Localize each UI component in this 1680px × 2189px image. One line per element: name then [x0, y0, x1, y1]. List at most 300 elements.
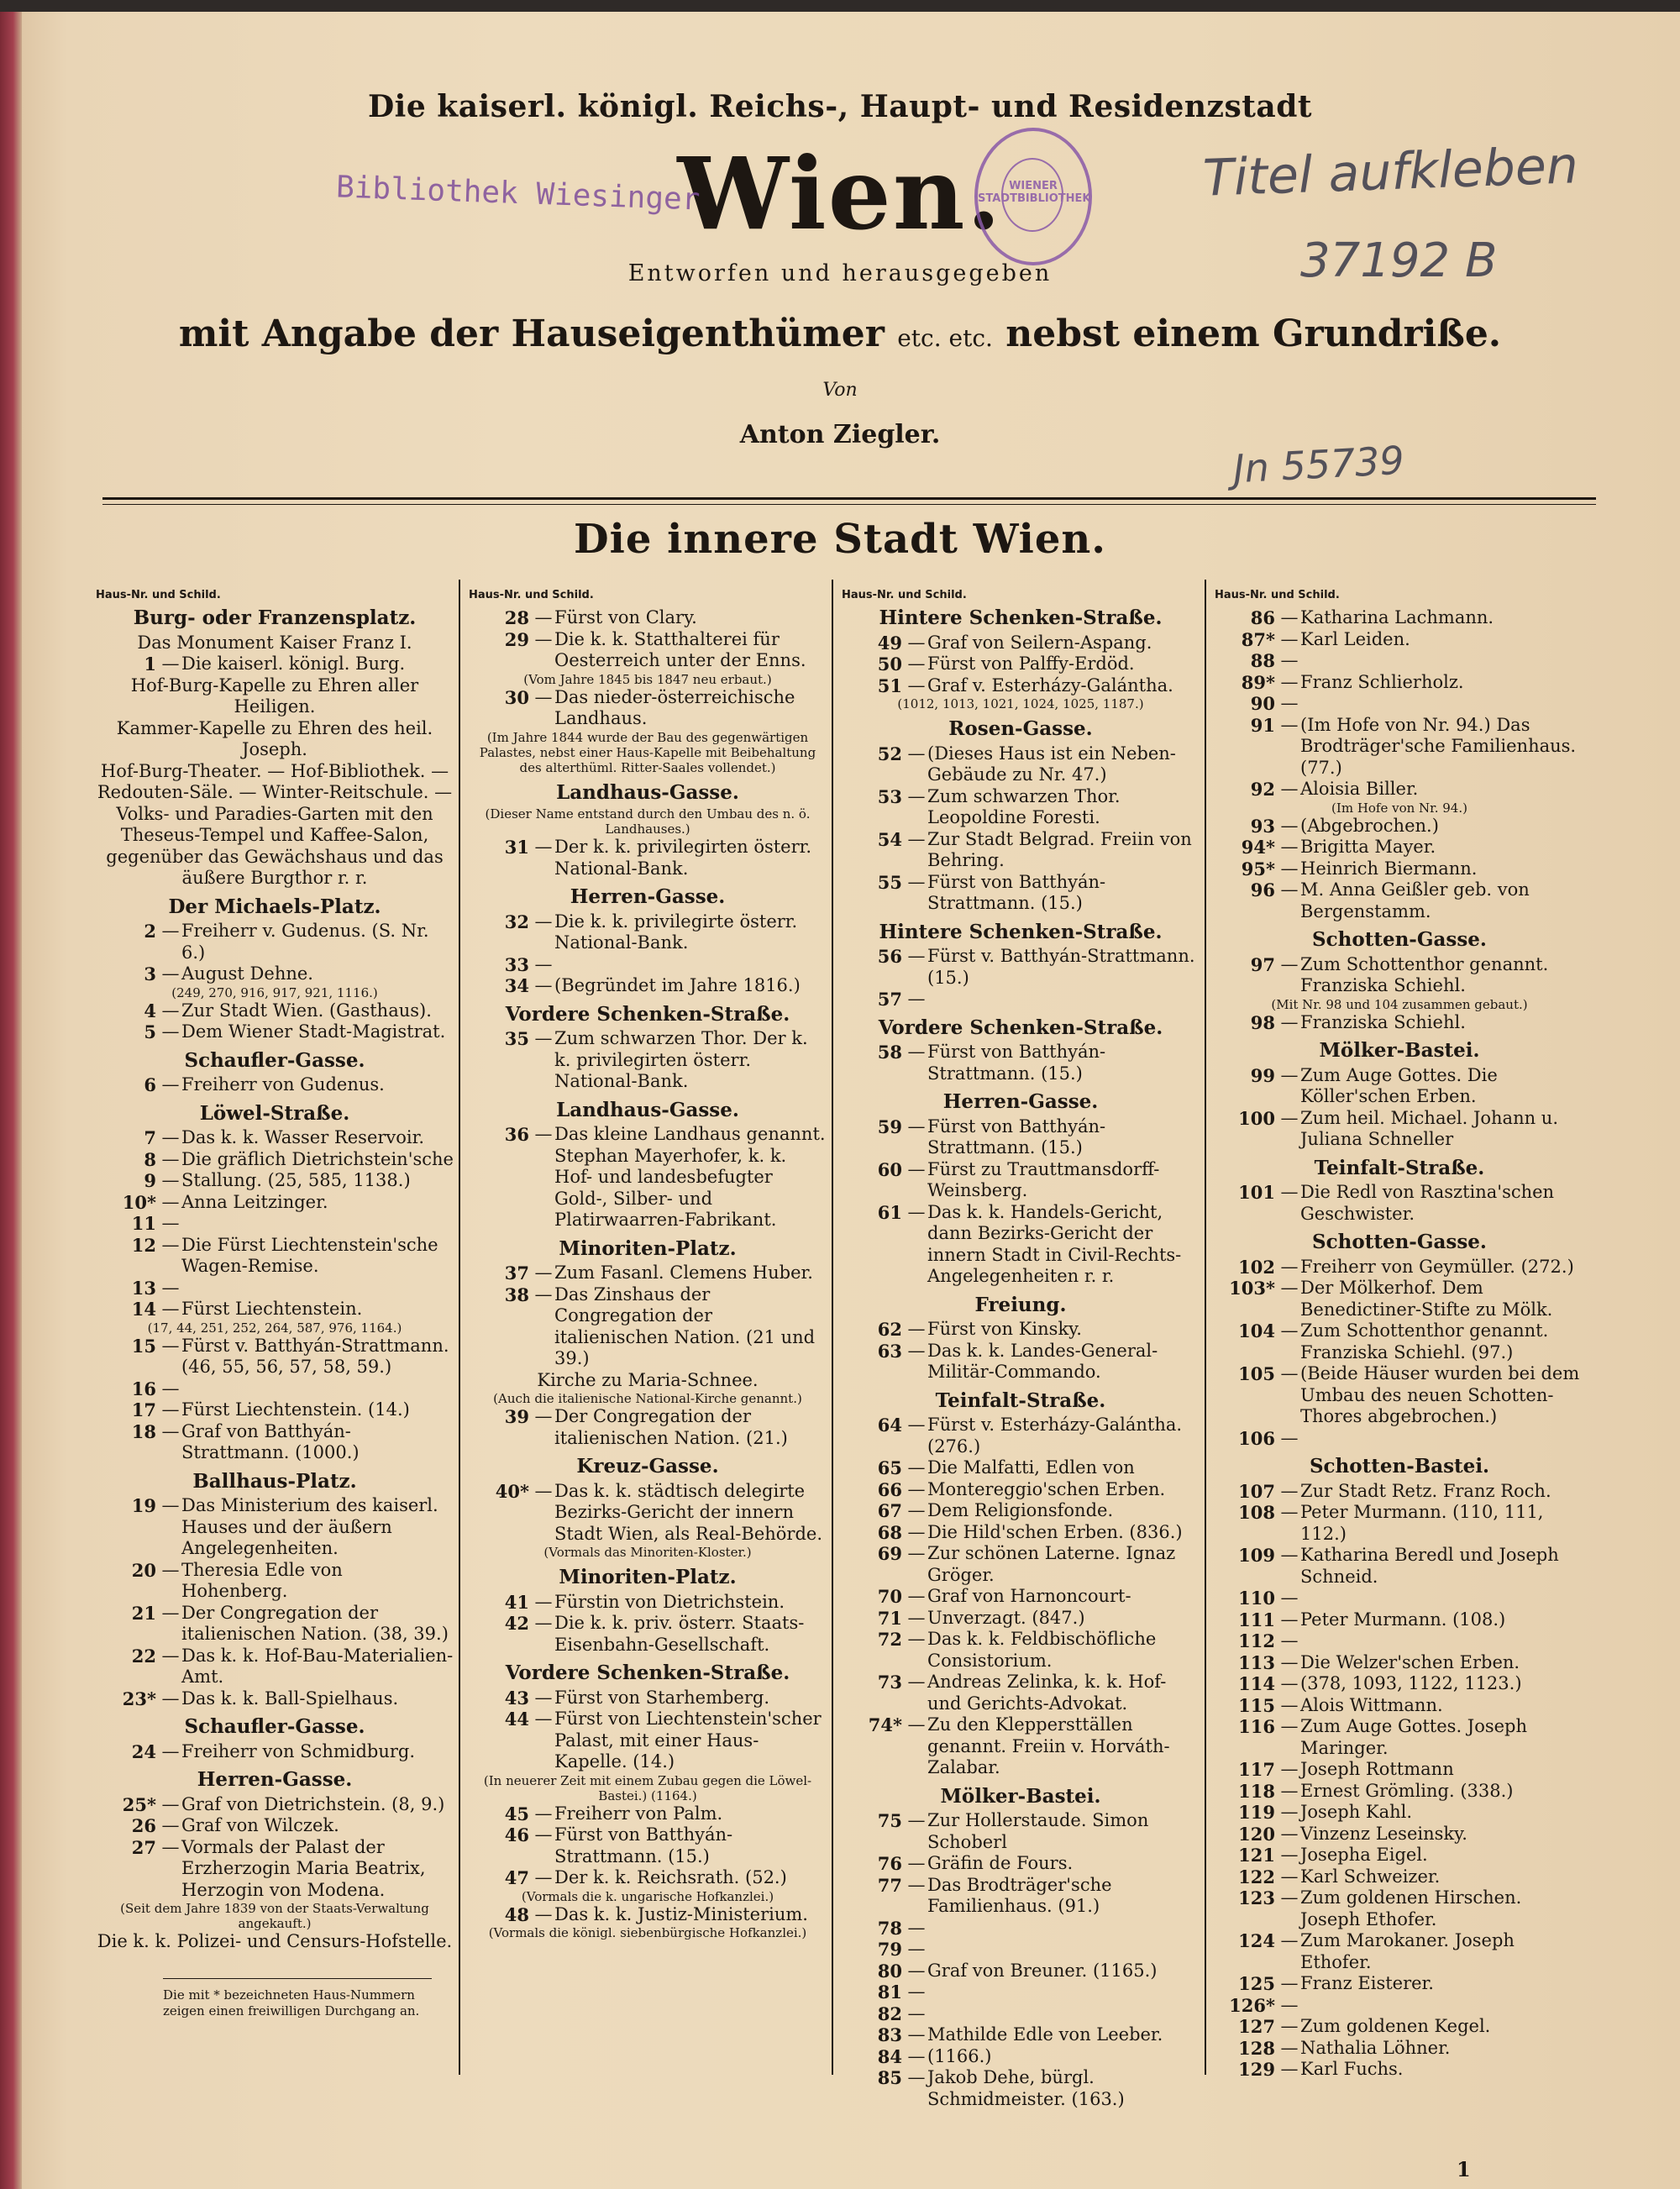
owner-text: Franziska Schiehl. — [1300, 1011, 1466, 1032]
directory-entry — [96, 1021, 454, 1043]
entry-dash: — — [907, 1457, 926, 1478]
house-number: 5 — [144, 1021, 156, 1042]
owner-text: Das k. k. Hof-Bau-Materialien-Amt. — [181, 1645, 454, 1687]
owner-text: (Begründet im Jahre 1816.) — [554, 975, 801, 995]
entry-dash: — — [907, 1042, 926, 1062]
entry-dash: — — [1280, 671, 1299, 692]
directory-entry — [842, 1714, 1200, 1779]
directory-entry — [1215, 715, 1584, 780]
entry-continuation: Hof-Burg-Theater. — Hof-Bibliothek. — Redouten-Säle. — Winter-Reitschule. — Volks- und Paradies-Garten mit den Theseus-Tempel und Kaffee-Salon, gegenüber das Gewächshaus und das äußere Burgthor r. r. — [97, 760, 453, 888]
owner-text: Fürst v. Batthyán-Strattmann. (15.) — [927, 946, 1195, 988]
entry-dash: — — [161, 1793, 180, 1814]
owner-text: Jakob Dehe, bürgl. Schmidmeister. (163.) — [927, 2067, 1125, 2109]
house-number: 64 — [877, 1415, 902, 1436]
house-number: 66 — [877, 1478, 902, 1500]
directory-entry — [469, 1824, 827, 1867]
owner-text: Das Ministerium des kaiserl. Hauses und der äußern Angelegenheiten. — [181, 1495, 438, 1558]
street-heading: Minoriten-Platz. — [559, 1236, 737, 1260]
directory-entry — [1215, 1759, 1584, 1781]
directory-entry — [1215, 607, 1584, 629]
house-number: 91 — [1250, 714, 1275, 736]
entry-continuation: Hof-Burg-Kapelle zu Ehren aller Heiligen. — [130, 675, 419, 717]
street-heading: Freiung. — [974, 1293, 1067, 1316]
entry-dash: — — [1280, 1064, 1299, 1085]
directory-entry — [842, 1500, 1200, 1522]
directory-entry — [1215, 1257, 1584, 1278]
house-number: 42 — [504, 1613, 529, 1634]
directory-entry — [96, 1299, 454, 1320]
directory-entry — [842, 1875, 1200, 1918]
house-number: 93 — [1250, 815, 1275, 837]
house-number: 108 — [1238, 1502, 1275, 1523]
entry-dash: — — [161, 654, 180, 674]
owner-text: Der Mölkerhof. Dem Benedictiner-Stifte zu Mölk. — [1300, 1278, 1553, 1320]
entry-dash: — — [1280, 953, 1299, 974]
entry-dash: — — [1280, 1866, 1299, 1887]
directory-entry — [469, 607, 827, 629]
directory-entry — [1215, 1695, 1584, 1717]
owner-text: Die gräflich Dietrichstein'sche — [181, 1148, 454, 1169]
owner-text: Freiherr von Gudenus. — [181, 1074, 385, 1094]
double-rule-top — [102, 497, 1596, 500]
column-header: Haus-Nr. und Schild. — [842, 589, 967, 601]
directory-entry — [1215, 629, 1584, 651]
house-number: 48 — [504, 1903, 529, 1925]
entry-dash: — — [161, 1170, 180, 1190]
entry-continuation: Die k. k. Polizei- und Censurs-Hofstelle. — [97, 1931, 453, 1951]
house-number: 77 — [877, 1874, 902, 1896]
owner-text: Graf von Batthyán-Strattmann. (1000.) — [181, 1420, 360, 1462]
directory-entry — [1215, 1845, 1584, 1866]
house-number: 121 — [1238, 1845, 1275, 1866]
owner-text: Fürst v. Esterházy-Galántha. (276.) — [927, 1415, 1183, 1457]
street-heading: Teinfalt-Straße. — [935, 1388, 1106, 1412]
directory-entry — [842, 743, 1200, 786]
page-number: 1 — [1457, 2157, 1471, 2181]
house-number: 13 — [131, 1277, 156, 1299]
directory-entry — [842, 675, 1200, 697]
directory-entry — [842, 2046, 1200, 2068]
owner-text: Zur Hollerstaude. Simon Schoberl — [927, 1810, 1149, 1852]
street-note: (Auch die italienische National-Kirche genannt.) — [493, 1391, 802, 1406]
entry-note: (Im Jahre 1844 wurde der Bau des gegenwärtigen Palastes, nebst einer Haus-Kapelle mit Beibehaltung des alterthüml. Ritter-Saales vollendet.) — [479, 729, 816, 775]
owner-text: Das k. k. Handels-Gericht, dann Bezirks-Gericht der innern Stadt in Civil-Rechts-Angelegenheiten r. r. — [927, 1201, 1182, 1286]
owner-text: Zum Marokaner. Joseph Ethofer. — [1300, 1930, 1515, 1972]
owner-text: Der k. k. Reichsrath. (52.) — [554, 1867, 787, 1887]
owner-text: Fürst von Batthyán-Strattmann. (15.) — [927, 1042, 1106, 1084]
street-heading: Herren-Gasse. — [570, 885, 726, 908]
owner-text: Fürst von Batthyán-Strattmann. (15.) — [927, 1115, 1106, 1157]
owner-text: Fürst von Liechtenstein'scher Palast, mit einer Haus-Kapelle. (14.) — [554, 1709, 822, 1772]
owner-text: Die kaiserl. königl. Burg. — [181, 654, 406, 674]
house-number: 129 — [1238, 2059, 1275, 2080]
owner-text: (1166.) — [927, 2045, 992, 2066]
entry-note: (Seit dem Jahre 1839 von der Staats-Verwaltung angekauft.) — [120, 1901, 429, 1931]
house-number: 50 — [877, 654, 902, 675]
house-number: 47 — [504, 1867, 529, 1888]
owner-text: Die Redl von Rasztina'schen Geschwister. — [1300, 1182, 1555, 1224]
house-number: 124 — [1238, 1930, 1275, 1951]
owner-text: Fürst v. Batthyán-Strattmann. (46, 55, 56, 57, 58, 59.) — [181, 1335, 449, 1377]
entry-dash: — — [907, 632, 926, 653]
owner-text: Unverzagt. (847.) — [927, 1607, 1085, 1628]
house-number: 51 — [877, 675, 902, 696]
owner-text: Graf von Harnoncourt- — [927, 1586, 1131, 1606]
owner-text: Freiherr von Schmidburg. — [181, 1740, 416, 1761]
entry-note: (Im Hofe von Nr. 94.) — [1331, 800, 1467, 816]
directory-entry — [96, 1815, 454, 1837]
owner-text: Graf v. Esterházy-Galántha. — [927, 675, 1173, 696]
directory-entry — [842, 1608, 1200, 1630]
entry-dash: — — [1280, 1320, 1299, 1341]
house-number: 73 — [877, 1672, 902, 1693]
owner-text: Fürst von Clary. — [554, 607, 697, 627]
street-heading: Herren-Gasse. — [942, 1090, 1099, 1113]
column-header: Haus-Nr. und Schild. — [469, 589, 594, 601]
house-number: 106 — [1238, 1427, 1275, 1449]
house-number: 38 — [504, 1283, 529, 1305]
house-number: 85 — [877, 2067, 902, 2088]
entry-dash: — — [534, 1124, 553, 1144]
directory-entry — [469, 1867, 827, 1889]
directory-entry — [842, 633, 1200, 654]
owner-text: Zum goldenen Kegel. — [1300, 2016, 1491, 2036]
house-number: 33 — [504, 953, 529, 975]
house-number: 125 — [1238, 1973, 1275, 1994]
entry-dash: — — [1280, 1502, 1299, 1522]
owner-text: (Dieses Haus ist ein Neben-Gebäude zu Nr. 47.) — [927, 743, 1176, 785]
street-heading: Löwel-Straße. — [199, 1101, 350, 1125]
entry-dash: — — [161, 1148, 180, 1169]
owner-text: (Beide Häuser wurden bei dem Umbau des neuen Schotten-Thores abgebrochen.) — [1300, 1363, 1580, 1426]
directory-entry — [1215, 1481, 1584, 1503]
owner-text: Karl Schweizer. — [1300, 1866, 1441, 1887]
entry-dash: — — [1280, 1609, 1299, 1630]
directory-entry — [1215, 1630, 1584, 1652]
house-number: 11 — [131, 1213, 156, 1234]
owner-text: Das Zinshaus der Congregation der italienischen Nation. (21 und 39.) — [554, 1283, 816, 1368]
house-number: 61 — [877, 1201, 902, 1223]
house-number: 84 — [877, 2045, 902, 2067]
directory-entry — [96, 1495, 454, 1560]
directory-entry — [96, 1794, 454, 1816]
owner-text: Andreas Zelinka, k. k. Hof- und Gerichts-Advokat. — [927, 1672, 1167, 1714]
directory-entry — [96, 1278, 454, 1299]
directory-entry — [1215, 1995, 1584, 2017]
house-number: 74* — [868, 1714, 902, 1735]
entry-dash: — — [1280, 1673, 1299, 1693]
entry-dash: — — [161, 1815, 180, 1835]
house-number: 69 — [877, 1543, 902, 1564]
house-number: 75 — [877, 1810, 902, 1831]
directory-entry — [469, 1709, 827, 1773]
entry-dash: — — [907, 675, 926, 696]
owner-text: Die k. k. privilegirte österr. National-Bank. — [554, 911, 798, 953]
house-number: 68 — [877, 1521, 902, 1543]
owner-text: Aloisia Biller. — [1300, 779, 1419, 799]
entry-dash: — — [907, 1319, 926, 1339]
directory-entry — [1215, 858, 1584, 880]
entry-dash: — — [907, 871, 926, 892]
directory-entry — [842, 1672, 1200, 1714]
entry-dash: — — [907, 1607, 926, 1628]
entry-dash: — — [1280, 779, 1299, 799]
owner-text: Katharina Lachmann. — [1300, 607, 1494, 627]
directory-entry — [842, 1116, 1200, 1159]
entry-dash: — — [1280, 1651, 1299, 1672]
owner-text: Die Malfatti, Edlen von — [927, 1457, 1135, 1478]
owner-text: Das k. k. Justiz-Ministerium. — [554, 1903, 808, 1924]
owner-text: Zum Auge Gottes. Die Köller'schen Erben. — [1300, 1064, 1498, 1106]
entry-dash: — — [1280, 1363, 1299, 1383]
directory-entry — [96, 1399, 454, 1421]
owner-text: (Im Hofe von Nr. 94.) Das Brodträger'sche Familienhaus. (77.) — [1300, 714, 1577, 778]
owner-text: Heinrich Biermann. — [1300, 858, 1478, 879]
house-number: 16 — [131, 1378, 156, 1399]
directory-entry — [1215, 1182, 1584, 1225]
directory-entry — [842, 1522, 1200, 1544]
house-number: 55 — [877, 871, 902, 893]
owner-text: Fürst von Batthyán-Strattmann. (15.) — [554, 1824, 733, 1866]
directory-entry — [1215, 1866, 1584, 1888]
owner-text: Zum goldenen Hirschen. Joseph Ethofer. — [1300, 1887, 1522, 1929]
directory-entry — [842, 1042, 1200, 1084]
entry-note: (Vormals das Minoriten-Kloster.) — [543, 1545, 752, 1560]
directory-entry — [469, 1284, 827, 1370]
owner-text: Der Congregation der italienischen Nation. (21.) — [554, 1406, 788, 1448]
house-number: 87* — [1241, 628, 1275, 650]
entry-dash: — — [907, 1500, 926, 1520]
entry-note: (Vom Jahre 1845 bis 1847 neu erbaut.) — [523, 671, 772, 687]
entry-dash: — — [161, 963, 180, 984]
directory-entry — [842, 654, 1200, 675]
entry-dash: — — [534, 1591, 553, 1612]
house-number: 23* — [122, 1688, 156, 1709]
owner-text: August Dehne. — [181, 963, 313, 984]
entry-dash: — — [161, 1191, 180, 1212]
von-label: Von — [822, 380, 858, 401]
entry-dash: — — [1280, 1694, 1299, 1715]
directory-entry — [842, 1586, 1200, 1608]
entry-dash: — — [907, 1917, 926, 1938]
directory-entry — [469, 837, 827, 879]
house-number: 43 — [504, 1687, 529, 1709]
owner-text: Das k. k. Landes-General-Militär-Commando. — [927, 1340, 1158, 1382]
street-heading: Rosen-Gasse. — [948, 717, 1093, 740]
house-number: 17 — [131, 1399, 156, 1420]
subtitle-small: etc. etc. — [897, 324, 993, 352]
directory-column-3 — [842, 589, 1200, 2109]
owner-text: Graf von Seilern-Aspang. — [927, 632, 1152, 653]
directory-entry — [842, 1629, 1200, 1672]
owner-text: Nathalia Löhner. — [1300, 2037, 1451, 2058]
entry-dash: — — [907, 1478, 926, 1499]
directory-entry — [842, 1810, 1200, 1853]
house-number: 29 — [504, 628, 529, 650]
owner-text: Zum schwarzen Thor. Der k. k. privilegirten österr. National-Bank. — [554, 1028, 808, 1091]
owner-text: Freiherr von Palm. — [554, 1803, 723, 1824]
directory-entry — [1215, 1320, 1584, 1363]
directory-entry — [1215, 1278, 1584, 1320]
owner-text: Die Fürst Liechtenstein'sche Wagen-Remise. — [181, 1234, 438, 1276]
entry-dash: — — [907, 2045, 926, 2066]
house-number: 97 — [1250, 953, 1275, 975]
directory-entry — [96, 1688, 454, 1710]
owner-text: Peter Murmann. (108.) — [1300, 1609, 1506, 1630]
entry-dash: — — [534, 1262, 553, 1283]
directory-entry — [96, 1149, 454, 1171]
directory-entry — [842, 2003, 1200, 2025]
house-number: 20 — [131, 1559, 156, 1581]
owner-text: Zum heil. Michael. Johann u. Juliana Schneller — [1300, 1107, 1558, 1149]
house-number: 34 — [504, 975, 529, 996]
directory-column-2 — [469, 590, 827, 2102]
house-number: 44 — [504, 1709, 529, 1730]
house-number: 18 — [131, 1420, 156, 1442]
house-number: 115 — [1238, 1694, 1275, 1716]
entry-dash: — — [161, 1127, 180, 1147]
section-title: Die innere Stadt Wien. — [573, 516, 1107, 563]
entry-dash: — — [907, 1853, 926, 1873]
entry-dash: — — [907, 2024, 926, 2045]
entry-dash: — — [907, 1543, 926, 1563]
house-number: 57 — [877, 989, 902, 1010]
owner-text: M. Anna Geißler geb. von Bergenstamm. — [1300, 879, 1530, 921]
street-heading: Schotten-Bastei. — [1309, 1455, 1490, 1478]
house-number: 128 — [1238, 2037, 1275, 2059]
directory-entry — [1215, 1012, 1584, 1034]
entry-note: (In neuerer Zeit mit einem Zubau gegen die Löwel-Bastei.) (1164.) — [483, 1772, 812, 1803]
house-number: 56 — [877, 946, 902, 967]
entry-dash: — — [1280, 1973, 1299, 1993]
owner-text: Das nieder-österreichische Landhaus. — [554, 686, 795, 728]
street-heading: Landhaus-Gasse. — [556, 780, 739, 804]
entry-dash: — — [161, 1074, 180, 1094]
entry-dash: — — [161, 1399, 180, 1420]
directory-entry — [1215, 816, 1584, 837]
house-number: 70 — [877, 1586, 902, 1607]
entry-dash: — — [907, 1672, 926, 1692]
owner-text: Die k. k. priv. österr. Staats-Eisenbahn-Gesellschaft. — [554, 1613, 805, 1655]
directory-entry — [96, 1378, 454, 1400]
header-line: Die kaiserl. königl. Reichs-, Haupt- und Residenzstadt — [367, 89, 1313, 124]
house-number: 58 — [877, 1042, 902, 1063]
entry-dash: — — [534, 837, 553, 857]
directory-entry — [469, 1592, 827, 1614]
house-number: 63 — [877, 1340, 902, 1362]
handwritten-note: Titel aufkleben — [1201, 136, 1579, 208]
entry-dash: — — [1280, 714, 1299, 735]
entry-dash: — — [1280, 1182, 1299, 1202]
entry-dash: — — [534, 1709, 553, 1729]
house-number: 123 — [1238, 1887, 1275, 1908]
author-name: Anton Ziegler. — [739, 420, 941, 449]
owner-text: Ernest Grömling. (338.) — [1300, 1780, 1514, 1801]
house-number: 65 — [877, 1457, 902, 1478]
entry-dash: — — [1280, 2059, 1299, 2079]
owner-text: Der k. k. privilegirten österr. National-Bank. — [554, 837, 812, 879]
directory-entry — [1215, 1824, 1584, 1845]
entry-dash: — — [161, 1021, 180, 1042]
directory-entry — [842, 1543, 1200, 1586]
directory-entry — [469, 1904, 827, 1926]
directory-entry — [1215, 1609, 1584, 1631]
street-heading: Landhaus-Gasse. — [556, 1098, 739, 1121]
owner-text: Vinzenz Leseinsky. — [1300, 1823, 1467, 1844]
library-stamp: Bibliothek Wiesinger — [335, 170, 701, 218]
house-number: 45 — [504, 1803, 529, 1824]
entry-dash: — — [534, 953, 553, 974]
house-number: 89* — [1241, 671, 1275, 693]
footnote: Die mit * bezeichneten Haus-Nummern zeigen einen freiwilligen Durchgang an. — [163, 1978, 432, 2019]
directory-entry — [842, 1939, 1200, 1961]
directory-entry — [469, 687, 827, 730]
house-number: 82 — [877, 2003, 902, 2024]
directory-entry — [1215, 1428, 1584, 1450]
house-number: 26 — [131, 1815, 156, 1836]
entry-dash: — — [161, 1213, 180, 1233]
entry-dash: — — [907, 989, 926, 1009]
street-heading: Schotten-Gasse. — [1312, 1231, 1487, 1253]
entry-dash: — — [1280, 1887, 1299, 1908]
page-title: Wien. — [677, 135, 1003, 252]
directory-entry — [842, 786, 1200, 829]
entry-dash: — — [907, 1810, 926, 1830]
owner-text: Fürstin von Dietrichstein. — [554, 1591, 785, 1612]
entry-dash: — — [161, 1645, 180, 1666]
street-note: (Dieser Name entstand durch den Umbau des n. ö. Landhauses.) — [485, 806, 811, 837]
directory-column-1 — [96, 590, 454, 2102]
house-number: 6 — [144, 1074, 156, 1095]
house-number: 120 — [1238, 1823, 1275, 1845]
directory-entry — [96, 1837, 454, 1902]
directory-entry — [96, 1421, 454, 1464]
directory-entry — [842, 1319, 1200, 1341]
house-number: 86 — [1250, 607, 1275, 628]
subtitle-line1: Entworfen und herausgegeben — [627, 260, 1053, 286]
owner-text: Freiherr von Geymüller. (272.) — [1300, 1256, 1574, 1277]
house-number: 10* — [122, 1191, 156, 1213]
entry-dash: — — [907, 1115, 926, 1136]
owner-text: Gräfin de Fours. — [927, 1853, 1074, 1873]
entry-dash: — — [1280, 1716, 1299, 1736]
house-number: 27 — [131, 1836, 156, 1858]
scan-edge — [0, 0, 1680, 12]
house-number: 109 — [1238, 1545, 1275, 1566]
house-number: 35 — [504, 1028, 529, 1049]
house-number: 102 — [1238, 1256, 1275, 1278]
directory-entry — [469, 629, 827, 672]
entry-dash: — — [1280, 1011, 1299, 1032]
house-number: 103* — [1229, 1278, 1275, 1299]
entry-dash: — — [161, 1000, 180, 1021]
owner-text: (378, 1093, 1122, 1123.) — [1300, 1673, 1522, 1693]
directory-entry — [1215, 650, 1584, 672]
house-number: 101 — [1238, 1182, 1275, 1203]
directory-entry — [842, 1982, 1200, 2003]
directory-entry — [96, 1741, 454, 1763]
street-heading: Vordere Schenken-Straße. — [505, 1002, 790, 1026]
directory-entry — [1215, 779, 1584, 801]
owner-text: Montereggio'schen Erben. — [927, 1478, 1166, 1499]
owner-text: Fürst zu Trauttmansdorff-Weinsberg. — [927, 1158, 1160, 1200]
directory-entry — [842, 1341, 1200, 1383]
directory-columns — [96, 589, 1599, 2109]
house-number: 37 — [504, 1262, 529, 1283]
owner-text: Das k. k. Feldbischöfliche Consistorium. — [927, 1629, 1157, 1671]
directory-entry — [842, 872, 1200, 915]
directory-entry — [469, 954, 827, 976]
